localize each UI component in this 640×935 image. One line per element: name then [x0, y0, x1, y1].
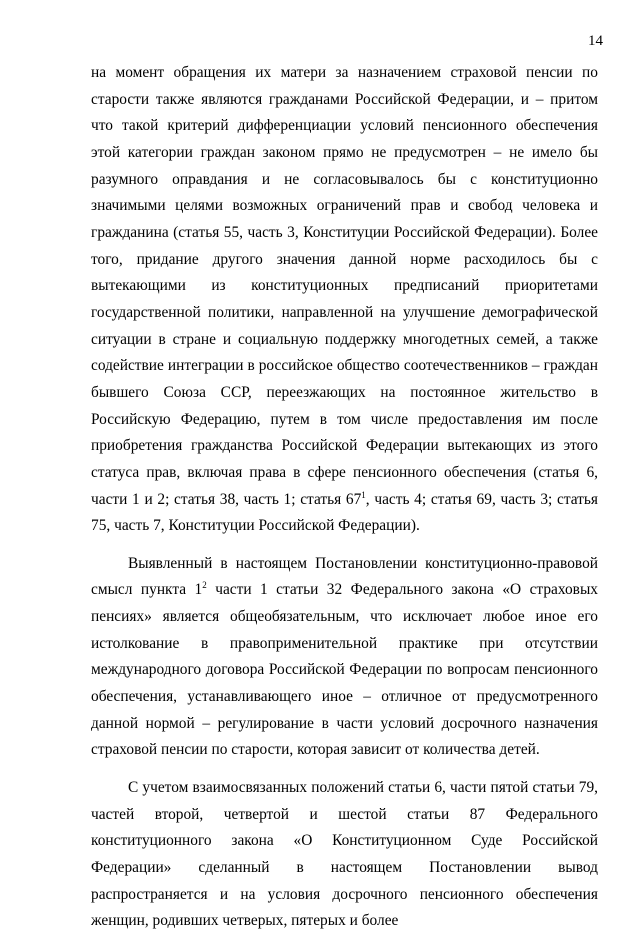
page-number: 14: [588, 33, 603, 49]
paragraph-text: С учетом взаимосвязанных положений статьи 6, части пятой статьи 79, частей второй, четвертой и шестой статьи 87 Федерального конституционного закона «О Конституционном Суде Российской Федерации» сделанный в настоящем Постановлении вывод распространяется и на условия досрочного пенсионного обеспечения женщин, родивших четверых, пятерых и более: [91, 779, 598, 930]
paragraph-continuation: [91, 60, 598, 540]
paragraph-applicability: [91, 775, 598, 935]
footnote-superscript: 1: [361, 489, 366, 500]
paragraph-text: части 1 статьи 32 Федерального закона «О страховых пенсиях» является общеобязательным, что исключает любое иное его истолкование в правоприменительной практике при отсутствии международного договора Российской Федерации по вопросам пенсионного обеспечения, устанавливающего иное – отличное от предусмотренного данной нормой – регулирование в части условий досрочного назначения страховой пенсии по старости, которая зависит от количества детей.: [91, 581, 598, 759]
footnote-superscript: 2: [202, 580, 207, 591]
paragraph-text: Выявленный в настоящем Постановлении конституционно-правовой смысл пункта 1: [91, 554, 598, 599]
document-body: [91, 60, 598, 935]
paragraph-text: , часть 4; статья 69, часть 3; статья 75, часть 7, Конституции Российской Федерации).: [91, 490, 598, 535]
paragraph-interpretation: [91, 551, 598, 764]
paragraph-text: на момент обращения их матери за назначением страховой пенсии по старости также являются гражданами Российской Федерации, и – притом что такой критерий дифференциации условий пенсионного обеспечения этой категории граждан законом прямо не предусмотрен – не имело бы разумного оправдания и не согласовывалось бы с конституционно значимыми целями возможных ограничений прав и свобод человека и гражданина (статья 55, часть 3, Конституции Российской Федерации). Более того, придание другого значения данной норме расходилось бы с вытекающими из конституционных предписаний приоритетами государственной политики, направленной на улучшение демографической ситуации в стране и социальную поддержку многодетных семей, а также содействие интеграции в российское общество соотечественников – граждан бывшего Союза ССР, переезжающих на постоянное жительство в Российскую Федерацию, путем в том числе предоставления им после приобретения гражданства Российской Федерации вытекающих из этого статуса прав, включая права в сфере пенсионного обеспечения (статья 6, части 1 и 2; статья 38, часть 1; статья 67: [91, 64, 598, 508]
